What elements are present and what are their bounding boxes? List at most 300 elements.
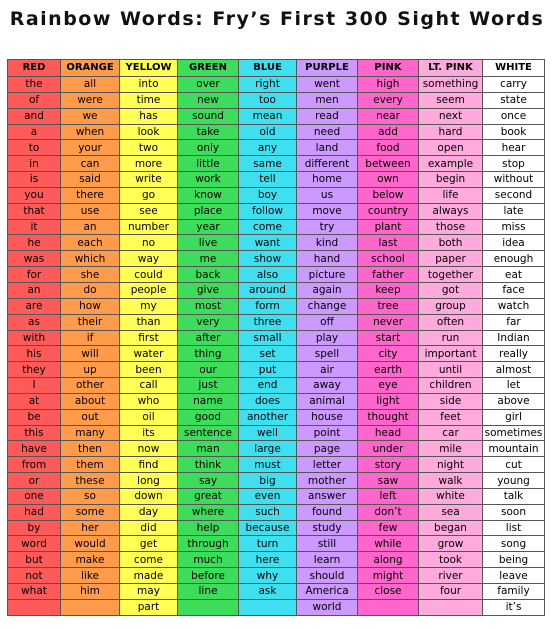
word-cell: before (178, 568, 239, 584)
word-cell: will (61, 346, 120, 362)
word-cell: always (419, 203, 483, 219)
word-cell: few (358, 520, 419, 536)
word-cell: has (120, 108, 178, 124)
word-cell: oil (120, 409, 178, 425)
word-cell: house (297, 409, 358, 425)
table-row (8, 409, 545, 425)
word-cell: run (419, 330, 483, 346)
empty-cell (239, 599, 297, 615)
word-cell: world (297, 599, 358, 615)
table-row (8, 298, 545, 314)
word-cell: begin (419, 172, 483, 188)
word-cell: come (239, 219, 297, 235)
table-row (8, 568, 545, 584)
word-cell: America (297, 584, 358, 600)
table-row (8, 314, 545, 330)
column-header-orange: ORANGE (61, 60, 120, 77)
word-cell: should (297, 568, 358, 584)
word-cell: study (297, 520, 358, 536)
word-cell: around (239, 282, 297, 298)
word-cell: country (358, 203, 419, 219)
word-cell: spell (297, 346, 358, 362)
word-cell: away (297, 378, 358, 394)
word-cell: some (61, 504, 120, 520)
word-cell: another (239, 409, 297, 425)
word-cell: thought (358, 409, 419, 425)
table-row (8, 251, 545, 267)
word-cell: of (8, 92, 61, 108)
word-cell: like (61, 568, 120, 584)
table-row (8, 187, 545, 203)
table-row (8, 77, 545, 93)
word-cell: made (120, 568, 178, 584)
word-cell: I (8, 378, 61, 394)
word-cell: live (178, 235, 239, 251)
word-cell: end (239, 378, 297, 394)
table-row (8, 267, 545, 283)
word-cell: hear (483, 140, 545, 156)
word-cell: until (419, 362, 483, 378)
word-cell: can (61, 156, 120, 172)
word-cell: his (8, 346, 61, 362)
word-cell: let (483, 378, 545, 394)
word-cell: three (239, 314, 297, 330)
word-cell: watch (483, 298, 545, 314)
word-cell: very (178, 314, 239, 330)
word-cell: between (358, 156, 419, 172)
word-cell: with (8, 330, 61, 346)
word-cell: back (178, 267, 239, 283)
word-cell: may (120, 584, 178, 600)
word-cell: read (297, 108, 358, 124)
word-cell: right (239, 77, 297, 93)
word-cell: four (419, 584, 483, 600)
word-cell: than (120, 314, 178, 330)
word-cell: through (178, 536, 239, 552)
word-cell: hard (419, 124, 483, 140)
word-cell: together (419, 267, 483, 283)
word-cell: state (483, 92, 545, 108)
word-cell: form (239, 298, 297, 314)
word-cell: they (8, 362, 61, 378)
word-cell: here (239, 552, 297, 568)
word-cell: out (61, 409, 120, 425)
word-cell: sentence (178, 425, 239, 441)
word-cell: side (419, 393, 483, 409)
word-cell: water (120, 346, 178, 362)
word-cell: city (358, 346, 419, 362)
column-header-red: RED (8, 60, 61, 77)
word-cell: part (120, 599, 178, 615)
table-row (8, 330, 545, 346)
word-cell: name (178, 393, 239, 409)
word-cell: light (358, 393, 419, 409)
word-cell: late (483, 203, 545, 219)
word-cell: add (358, 124, 419, 140)
word-cell: first (120, 330, 178, 346)
word-cell: often (419, 314, 483, 330)
word-cell: long (120, 473, 178, 489)
word-cell: have (8, 441, 61, 457)
word-cell: know (178, 187, 239, 203)
word-cell: all (61, 77, 120, 93)
word-cell: new (178, 92, 239, 108)
word-cell: many (61, 425, 120, 441)
word-cell: play (297, 330, 358, 346)
word-cell: but (8, 552, 61, 568)
word-cell: give (178, 282, 239, 298)
word-cell: own (358, 172, 419, 188)
word-cell: for (8, 267, 61, 283)
word-cell: grow (419, 536, 483, 552)
word-cell: as (8, 314, 61, 330)
word-cell: soon (483, 504, 545, 520)
word-cell: tree (358, 298, 419, 314)
word-cell: learn (297, 552, 358, 568)
word-cell: us (297, 187, 358, 203)
word-cell: by (8, 520, 61, 536)
word-cell: paper (419, 251, 483, 267)
word-cell: year (178, 219, 239, 235)
word-cell: family (483, 584, 545, 600)
word-cell: feet (419, 409, 483, 425)
word-cell: along (358, 552, 419, 568)
table-row (8, 92, 545, 108)
word-cell: next (419, 108, 483, 124)
empty-cell (178, 599, 239, 615)
word-cell: found (297, 504, 358, 520)
word-cell: idea (483, 235, 545, 251)
word-cell: great (178, 488, 239, 504)
word-cell: near (358, 108, 419, 124)
word-cell: tell (239, 172, 297, 188)
word-cell: seem (419, 92, 483, 108)
word-cell: did (120, 520, 178, 536)
table-row (8, 156, 545, 172)
word-cell: the (8, 77, 61, 93)
word-cell: each (61, 235, 120, 251)
word-cell: night (419, 457, 483, 473)
word-cell: girl (483, 409, 545, 425)
table-row (8, 504, 545, 520)
word-cell: important (419, 346, 483, 362)
table-row (8, 172, 545, 188)
table-row (8, 457, 545, 473)
word-cell: go (120, 187, 178, 203)
word-cell: group (419, 298, 483, 314)
word-cell: not (8, 568, 61, 584)
word-cell: he (8, 235, 61, 251)
empty-cell (358, 599, 419, 615)
word-cell: small (239, 330, 297, 346)
word-cell: much (178, 552, 239, 568)
word-cell: would (61, 536, 120, 552)
table-row (8, 108, 545, 124)
word-cell: it (8, 219, 61, 235)
word-cell: call (120, 378, 178, 394)
word-cell: other (61, 378, 120, 394)
word-cell: both (419, 235, 483, 251)
word-cell: an (8, 282, 61, 298)
word-cell: saw (358, 473, 419, 489)
word-cell: start (358, 330, 419, 346)
word-cell: above (483, 393, 545, 409)
word-cell: what (8, 584, 61, 600)
word-cell: that (8, 203, 61, 219)
word-cell: work (178, 172, 239, 188)
word-cell: find (120, 457, 178, 473)
word-cell: where (178, 504, 239, 520)
word-cell: now (120, 441, 178, 457)
word-cell: different (297, 156, 358, 172)
word-cell: do (61, 282, 120, 298)
column-header-white: WHITE (483, 60, 545, 77)
word-cell: never (358, 314, 419, 330)
table-row (8, 520, 545, 536)
word-cell: large (239, 441, 297, 457)
word-cell: while (358, 536, 419, 552)
word-cell: without (483, 172, 545, 188)
word-cell: food (358, 140, 419, 156)
word-cell: how (61, 298, 120, 314)
word-cell: because (239, 520, 297, 536)
word-cell: set (239, 346, 297, 362)
word-cell: her (61, 520, 120, 536)
word-cell: below (358, 187, 419, 203)
word-cell: look (120, 124, 178, 140)
word-cell: also (239, 267, 297, 283)
word-cell: we (61, 108, 120, 124)
word-cell: down (120, 488, 178, 504)
column-header-green: GREEN (178, 60, 239, 77)
word-cell: miss (483, 219, 545, 235)
table-row (8, 235, 545, 251)
word-cell: don’t (358, 504, 419, 520)
word-cell: show (239, 251, 297, 267)
table-row (8, 124, 545, 140)
word-cell: over (178, 77, 239, 93)
word-cell: only (178, 140, 239, 156)
word-cell: same (239, 156, 297, 172)
word-cell: once (483, 108, 545, 124)
word-cell: still (297, 536, 358, 552)
table-row (8, 599, 545, 615)
word-cell: point (297, 425, 358, 441)
word-cell: keep (358, 282, 419, 298)
word-cell: sea (419, 504, 483, 520)
word-cell: head (358, 425, 419, 441)
word-cell: father (358, 267, 419, 283)
word-cell: use (61, 203, 120, 219)
word-cell: talk (483, 488, 545, 504)
word-cell: people (120, 282, 178, 298)
word-cell: mile (419, 441, 483, 457)
word-cell: white (419, 488, 483, 504)
word-cell: your (61, 140, 120, 156)
word-cell: then (61, 441, 120, 457)
word-cell: no (120, 235, 178, 251)
table-row (8, 140, 545, 156)
word-cell: began (419, 520, 483, 536)
word-cell: who (120, 393, 178, 409)
word-cell: get (120, 536, 178, 552)
table-row (8, 488, 545, 504)
word-cell: walk (419, 473, 483, 489)
word-cell: off (297, 314, 358, 330)
word-cell: got (419, 282, 483, 298)
word-cell: hand (297, 251, 358, 267)
word-cell: any (239, 140, 297, 156)
word-cell: song (483, 536, 545, 552)
word-cell: life (419, 187, 483, 203)
empty-cell (61, 599, 120, 615)
word-cell: take (178, 124, 239, 140)
word-cell: sometimes (483, 425, 545, 441)
word-cell: men (297, 92, 358, 108)
word-cell: was (8, 251, 61, 267)
word-cell: too (239, 92, 297, 108)
word-cell: were (61, 92, 120, 108)
word-cell: left (358, 488, 419, 504)
word-cell: about (61, 393, 120, 409)
word-cell: if (61, 330, 120, 346)
word-cell: or (8, 473, 61, 489)
word-cell: at (8, 393, 61, 409)
word-cell: say (178, 473, 239, 489)
word-cell: she (61, 267, 120, 283)
word-cell: follow (239, 203, 297, 219)
word-cell: number (120, 219, 178, 235)
word-cell: them (61, 457, 120, 473)
word-cell: big (239, 473, 297, 489)
word-cell: took (419, 552, 483, 568)
word-cell: book (483, 124, 545, 140)
word-cell: mother (297, 473, 358, 489)
word-cell: does (239, 393, 297, 409)
word-cell: must (239, 457, 297, 473)
word-cell: well (239, 425, 297, 441)
word-cell: these (61, 473, 120, 489)
word-cell: car (419, 425, 483, 441)
word-cell: list (483, 520, 545, 536)
word-cell: put (239, 362, 297, 378)
word-cell: from (8, 457, 61, 473)
word-cell: letter (297, 457, 358, 473)
word-cell: two (120, 140, 178, 156)
word-cell: home (297, 172, 358, 188)
word-cell: mean (239, 108, 297, 124)
word-cell: in (8, 156, 61, 172)
word-cell: is (8, 172, 61, 188)
word-cell: change (297, 298, 358, 314)
word-cell: boy (239, 187, 297, 203)
word-cell: face (483, 282, 545, 298)
word-cell: which (61, 251, 120, 267)
word-cell: are (8, 298, 61, 314)
word-cell: close (358, 584, 419, 600)
word-cell: want (239, 235, 297, 251)
word-cell: Indian (483, 330, 545, 346)
word-cell: way (120, 251, 178, 267)
word-cell: really (483, 346, 545, 362)
word-cell: after (178, 330, 239, 346)
word-cell: me (178, 251, 239, 267)
word-cell: into (120, 77, 178, 93)
table-row (8, 378, 545, 394)
word-cell: little (178, 156, 239, 172)
word-cell: eat (483, 267, 545, 283)
word-cell: to (8, 140, 61, 156)
word-cell: enough (483, 251, 545, 267)
word-cell: cut (483, 457, 545, 473)
word-cell: our (178, 362, 239, 378)
word-cell: might (358, 568, 419, 584)
table-row (8, 346, 545, 362)
word-cell: young (483, 473, 545, 489)
word-cell: place (178, 203, 239, 219)
word-cell: said (61, 172, 120, 188)
word-cell: make (61, 552, 120, 568)
word-cell: far (483, 314, 545, 330)
word-cell: carry (483, 77, 545, 93)
word-cell: answer (297, 488, 358, 504)
table-row (8, 282, 545, 298)
word-cell: mountain (483, 441, 545, 457)
word-cell: land (297, 140, 358, 156)
column-header-purple: PURPLE (297, 60, 358, 77)
word-cell: last (358, 235, 419, 251)
word-cell: such (239, 504, 297, 520)
word-cell: their (61, 314, 120, 330)
table-row (8, 203, 545, 219)
column-header-lt-pink: LT. PINK (419, 60, 483, 77)
word-cell: move (297, 203, 358, 219)
word-cell: high (358, 77, 419, 93)
word-cell: one (8, 488, 61, 504)
word-cell: why (239, 568, 297, 584)
word-cell: stop (483, 156, 545, 172)
sight-words-table (7, 59, 545, 616)
word-cell: page (297, 441, 358, 457)
word-cell: its (120, 425, 178, 441)
column-header-pink: PINK (358, 60, 419, 77)
table-row (8, 584, 545, 600)
word-cell: ask (239, 584, 297, 600)
table-row (8, 219, 545, 235)
word-cell: see (120, 203, 178, 219)
word-cell: open (419, 140, 483, 156)
word-cell: second (483, 187, 545, 203)
word-cell: story (358, 457, 419, 473)
word-cell: most (178, 298, 239, 314)
word-cell: almost (483, 362, 545, 378)
word-cell: you (8, 187, 61, 203)
word-cell: sound (178, 108, 239, 124)
word-cell: air (297, 362, 358, 378)
word-cell: man (178, 441, 239, 457)
word-cell: time (120, 92, 178, 108)
word-cell: thing (178, 346, 239, 362)
empty-cell (419, 599, 483, 615)
word-cell: something (419, 77, 483, 93)
word-cell: an (61, 219, 120, 235)
word-cell: word (8, 536, 61, 552)
word-cell: just (178, 378, 239, 394)
table-row (8, 441, 545, 457)
word-cell: eye (358, 378, 419, 394)
word-cell: and (8, 108, 61, 124)
table-row (8, 536, 545, 552)
